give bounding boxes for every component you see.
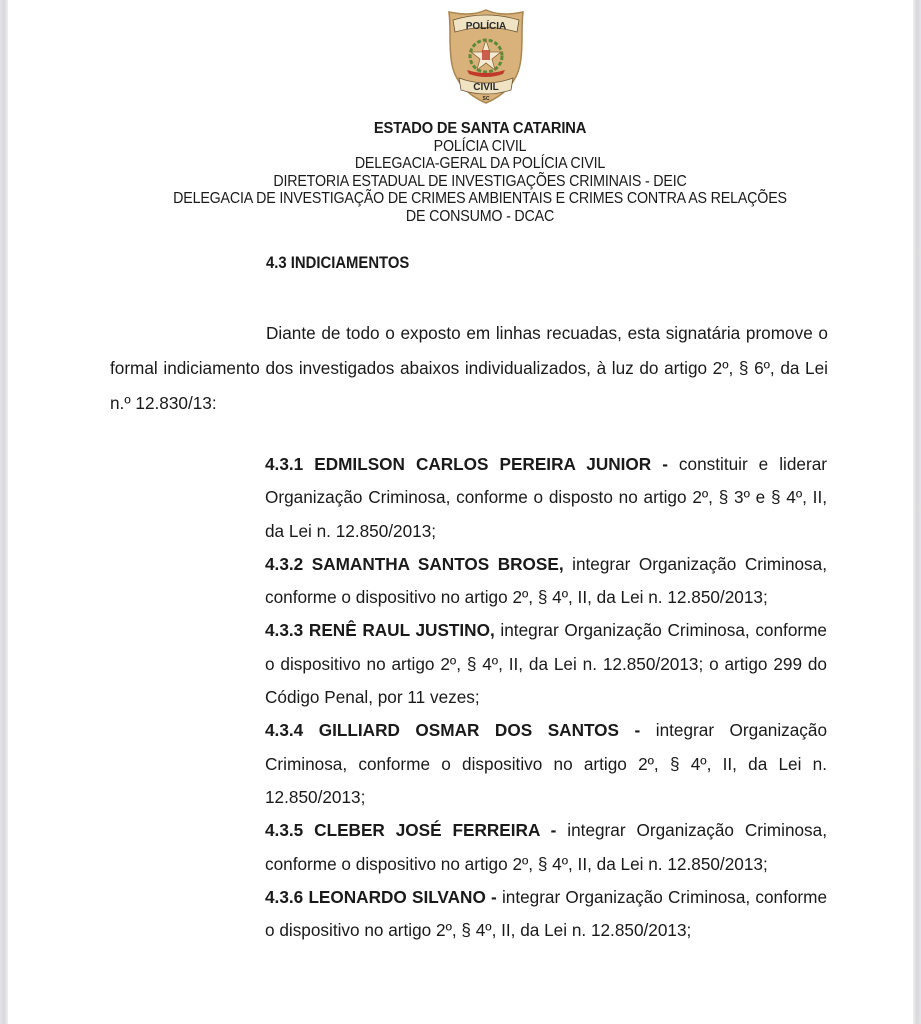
item-separator: - bbox=[619, 720, 641, 741]
header-state: ESTADO DE SANTA CATARINA bbox=[373, 120, 587, 137]
badge-top-text: POLÍCIA bbox=[465, 21, 507, 32]
item-number: 4.3.6 bbox=[265, 886, 304, 907]
header-delegacia-line1: DELEGACIA DE INVESTIGAÇÃO DE CRIMES AMBIENTAIS E CRIMES CONTRA AS RELAÇÕES bbox=[173, 190, 787, 208]
item-name: EDMILSON CARLOS PEREIRA JUNIOR bbox=[314, 454, 652, 474]
intro-paragraph: Diante de todo o exposto em linhas recuadas, esta signatária promove o formal indiciamento dos investigados abaixos individualizados, à luz do artigo 2º, § 6º, da Lei n.º 12.830/13: bbox=[110, 323, 828, 413]
item-number: 4.3.5 bbox=[265, 820, 304, 841]
document-header bbox=[149, 120, 811, 226]
header-delegacia-geral: DELEGACIA-GERAL DA POLÍCIA CIVIL bbox=[354, 155, 606, 173]
page-edge-right bbox=[913, 0, 921, 1024]
item-name: RENÊ RAUL JUSTINO, bbox=[308, 620, 495, 641]
header-delegacia-line2: DE CONSUMO - DCAC bbox=[405, 207, 555, 225]
indictment-item bbox=[265, 448, 827, 548]
indictment-item bbox=[265, 814, 827, 881]
item-separator: - bbox=[539, 820, 557, 841]
header-diretoria: DIRETORIA ESTADUAL DE INVESTIGAÇÕES CRIMINAIS - DEIC bbox=[273, 172, 687, 190]
badge-bottom-text: CIVIL bbox=[473, 82, 499, 93]
item-text: constituir e liderar Organização Criminosa, conforme o disposto no artigo 2º, § 3º e § 4º, II, da Lei n. 12.850/2013; bbox=[265, 454, 827, 541]
item-number: 4.3.2 bbox=[265, 553, 304, 574]
item-separator: - bbox=[485, 886, 497, 907]
item-name: LEONARDO SILVANO bbox=[308, 886, 486, 907]
indictment-item bbox=[265, 881, 827, 948]
indictment-item bbox=[265, 714, 827, 814]
item-number: 4.3.3 bbox=[265, 620, 304, 641]
indictment-item bbox=[265, 614, 827, 714]
section-title: 4.3 INDICIAMENTOS bbox=[266, 254, 410, 272]
header-police: POLÍCIA CIVIL bbox=[433, 137, 527, 155]
indictment-list bbox=[265, 448, 827, 947]
policia-civil-badge-icon bbox=[443, 6, 529, 106]
item-text: integrar Organização Criminosa, conforme o dispositivo no artigo 2º, § 4º, II, da Lei n. 12.850/2013; bbox=[265, 820, 827, 874]
badge-emblem bbox=[482, 50, 490, 60]
item-separator: - bbox=[651, 454, 668, 474]
item-text: integrar Organização Criminosa, conforme o dispositivo no artigo 2º, § 4º, II, da Lei n. 12.850/2013; bbox=[265, 553, 827, 608]
item-text: integrar Organização Criminosa, conforme o dispositivo no artigo 2º, § 4º, II, da Lei n. 12.850/2013; o artigo 299 do Código Penal, por 11 vezes; bbox=[265, 620, 827, 708]
item-text: integrar Organização Criminosa, conforme o dispositivo no artigo 2º, § 4º, II, da Lei n. 12.850/2013; bbox=[265, 886, 828, 941]
item-number: 4.3.4 bbox=[265, 720, 304, 741]
item-number: 4.3.1 bbox=[265, 454, 304, 474]
indictment-item bbox=[265, 548, 827, 615]
item-name: CLEBER JOSÉ FERREIRA bbox=[314, 820, 540, 841]
item-name: SAMANTHA SANTOS BROSE, bbox=[311, 553, 564, 574]
item-name: GILLIARD OSMAR DOS SANTOS bbox=[318, 720, 619, 741]
badge-state-text: SC bbox=[482, 96, 490, 102]
page-edge-left bbox=[0, 0, 8, 1024]
item-text: integrar Organização Criminosa, conforme o dispositivo no artigo 2º, § 4º, II, da Lei n. 12.850/2013; bbox=[265, 720, 828, 807]
